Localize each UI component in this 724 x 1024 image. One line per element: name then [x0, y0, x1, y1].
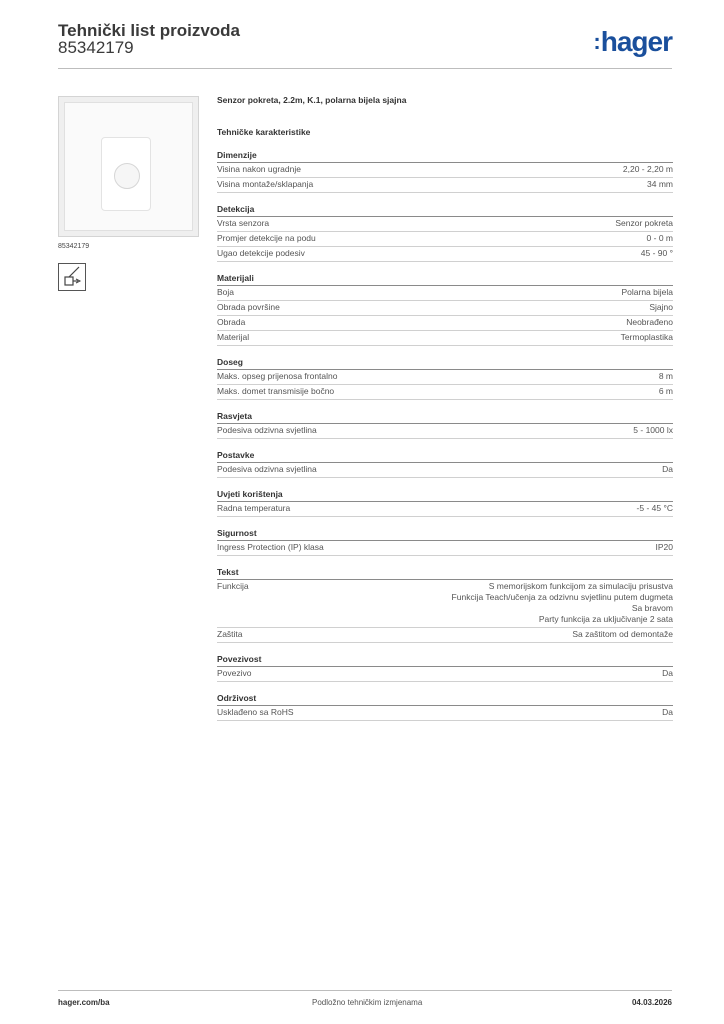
spec-row [217, 370, 673, 385]
spec-label: Maks. opseg prijenosa frontalno [217, 371, 338, 381]
spec-value-line: Sa bravom [631, 603, 673, 613]
section-title: Postavke [217, 450, 673, 463]
spec-label: Usklađeno sa RoHS [217, 707, 294, 717]
spec-label: Maks. domet transmisije bočno [217, 386, 335, 396]
sensor-button [114, 163, 140, 189]
spec-section [217, 528, 673, 556]
spec-value: Sa zaštitom od demontaže [572, 629, 673, 639]
spec-sections [217, 150, 673, 721]
section-title: Detekcija [217, 204, 673, 217]
spec-section [217, 150, 673, 193]
image-caption: 85342179 [58, 243, 90, 250]
spec-value: 8 m [658, 371, 673, 381]
spec-row [217, 580, 673, 628]
spec-value: Da [662, 668, 673, 678]
section-title: Dimenzije [217, 150, 673, 163]
spec-value: 0 - 0 m [646, 233, 673, 243]
spec-row [217, 502, 673, 517]
spec-label: Ugao detekcije podesiv [217, 248, 305, 258]
spec-row [217, 628, 673, 643]
spec-value: 5 - 1000 lx [633, 425, 673, 435]
product-code: 85342179 [58, 38, 134, 57]
spec-row [217, 247, 673, 262]
footer-divider [58, 990, 672, 991]
spec-label: Obrada površine [217, 302, 280, 312]
spec-row [217, 331, 673, 346]
spec-section [217, 204, 673, 262]
spec-label: Promjer detekcije na podu [217, 233, 316, 243]
spec-section [217, 654, 673, 682]
section-title: Materijali [217, 273, 673, 286]
section-title: Sigurnost [217, 528, 673, 541]
page-title: Tehnički list proizvoda [58, 21, 240, 40]
spec-row [217, 463, 673, 478]
spec-value [452, 581, 673, 625]
spec-value-line: Party funkcija za uključivanje 2 sata [538, 614, 673, 624]
spec-row [217, 286, 673, 301]
footer-website[interactable]: hager.com/ba [58, 998, 110, 1007]
product-name: Senzor pokreta, 2.2m, K.1, polarna bijela sjajna [217, 95, 407, 105]
tech-heading: Tehničke karakteristike [217, 127, 311, 137]
spec-value: 6 m [658, 386, 673, 396]
spec-value: IP20 [655, 542, 673, 552]
spec-value: Neobrađeno [626, 317, 673, 327]
spec-label: Zaštita [217, 629, 243, 639]
product-image [58, 96, 199, 237]
footer-note: Podložno tehničkim izmjenama [312, 998, 423, 1007]
spec-value: Polarna bijela [621, 287, 673, 297]
spec-row [217, 301, 673, 316]
spec-row [217, 316, 673, 331]
spec-value: Da [662, 707, 673, 717]
spec-label: Funkcija [217, 581, 249, 591]
spec-label: Vrsta senzora [217, 218, 270, 228]
spec-value-line: Funkcija Teach/učenja za odzivnu svjetlinu putem dugmeta [451, 592, 673, 602]
hager-logo: :hager [593, 26, 672, 57]
spec-row [217, 178, 673, 193]
spec-value: Senzor pokreta [615, 218, 673, 228]
spec-section [217, 357, 673, 400]
spec-row [217, 385, 673, 400]
section-title: Tekst [217, 567, 673, 580]
spec-row [217, 541, 673, 556]
section-title: Rasvjeta [217, 411, 673, 424]
spec-row [217, 424, 673, 439]
spec-section [217, 450, 673, 478]
spec-row [217, 217, 673, 232]
motion-sensor-symbol-icon [58, 263, 86, 291]
spec-value: Sjajno [649, 302, 673, 312]
spec-section [217, 273, 673, 346]
spec-label: Radna temperatura [217, 503, 291, 513]
spec-row [217, 706, 673, 721]
spec-section [217, 567, 673, 643]
spec-value: 34 mm [647, 179, 673, 189]
spec-label: Materijal [217, 332, 250, 342]
section-title: Povezivost [217, 654, 673, 667]
spec-row [217, 163, 673, 178]
spec-section [217, 411, 673, 439]
spec-value: Termoplastika [620, 332, 673, 342]
spec-label: Obrada [217, 317, 246, 327]
product-details [217, 95, 673, 732]
section-title: Održivost [217, 693, 673, 706]
spec-row [217, 232, 673, 247]
spec-label: Povezivo [217, 668, 252, 678]
spec-label: Boja [217, 287, 235, 297]
spec-row [217, 667, 673, 682]
footer-date: 04.03.2026 [631, 998, 672, 1007]
spec-section [217, 693, 673, 721]
spec-label: Podesiva odzivna svjetlina [217, 464, 317, 474]
spec-section [217, 489, 673, 517]
spec-value-line: S memorijskom funkcijom za simulaciju prisustva [488, 581, 673, 591]
spec-label: Visina nakon ugradnje [217, 164, 301, 174]
logo-dots-icon: : [593, 29, 600, 54]
section-title: Doseg [217, 357, 673, 370]
spec-value: 2,20 - 2,20 m [622, 164, 673, 174]
spec-label: Ingress Protection (IP) klasa [217, 542, 324, 552]
spec-label: Visina montaže/sklapanja [217, 179, 314, 189]
spec-value: -5 - 45 °C [636, 503, 673, 513]
section-title: Uvjeti korištenja [217, 489, 673, 502]
spec-label: Podesiva odzivna svjetlina [217, 425, 317, 435]
spec-value: 45 - 90 ° [640, 248, 673, 258]
header-divider [58, 68, 672, 69]
spec-value: Da [662, 464, 673, 474]
